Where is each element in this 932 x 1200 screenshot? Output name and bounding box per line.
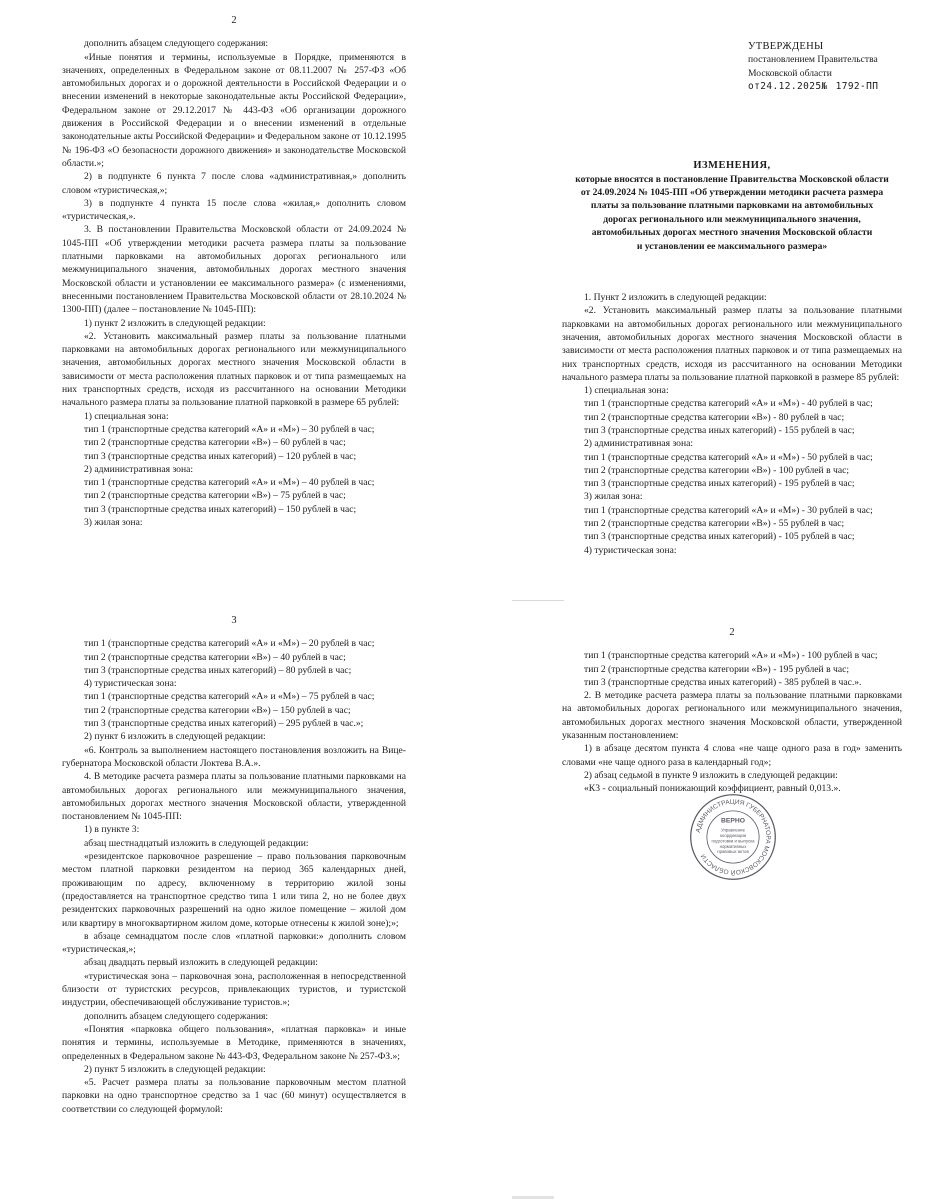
paragraph: 2) в подпункте 6 пункта 7 после слова «административная,» дополнить словом «туристическая,»; <box>62 171 406 196</box>
document-page-top-left <box>62 14 406 529</box>
tariff-line: тип 2 (транспортные средства категории «В») - 80 рублей в час; <box>584 411 845 423</box>
tariff-line: тип 3 (транспортные средства иных категорий) - 105 рублей в час; <box>584 531 855 543</box>
zone-heading: 4) туристическая зона: <box>84 678 177 690</box>
stamp-center-label: ВЕРНО <box>720 817 746 825</box>
stamp-center-line: нормативных <box>719 843 747 849</box>
tariff-line: тип 1 (транспортные средства категорий «А» и «М») – 40 рублей в час; <box>84 477 375 489</box>
tariff-line: тип 1 (транспортные средства категорий «А» и «М») – 30 рублей в час; <box>84 423 375 435</box>
approval-title: УТВЕРЖДЕНЫ <box>748 41 824 52</box>
tariff-line: тип 1 (транспортные средства категорий «А» и «М») - 40 рублей в час; <box>584 398 873 410</box>
approval-block <box>748 40 902 93</box>
approval-number: 1792-ПП <box>835 80 879 92</box>
paragraph: дополнить абзацем следующего содержания: <box>84 38 269 50</box>
tariff-line: тип 2 (транспортные средства категории «В») - 195 рублей в час; <box>584 663 850 675</box>
document-page-bottom-right <box>562 626 902 796</box>
zone-heading: 3) жилая зона: <box>584 491 643 503</box>
paragraph: «резидентское парковочное разрешение – право пользования парковочным местом платной парковки резидентом на период 365 календарных дней, проживающим по адресу, включенному в территорию жилой зоны (предоставляется на транспортное средство типа 1 или типа 2, но не более двух резидентских парковочных разрешений на одно жилое помещение – жилой дом или квартиру в многоквартирном жилом доме, которые отнесены к жилой зоне);»; <box>62 851 406 929</box>
stamp-center-line: подготовки и выпуска <box>711 838 755 844</box>
stamp-center-line: правовых актов <box>717 849 749 855</box>
tariff-line: тип 2 (транспортные средства категории «В») – 60 рублей в час; <box>84 437 346 449</box>
paragraph: «2. Установить максимальный размер платы за пользование платными парковками на автомобильных дорогах регионального или межмуниципального значения, автомобильных дорогах местного значения Московской области в зависимости от места расположения платных парковок и от типа размещаемых на них транспортных средств, исходя из рассчитанного на основании Методики начального размера платы за пользование платной парковкой в размере 85 рублей: <box>562 305 902 383</box>
zone-heading: 2) административная зона: <box>584 438 694 450</box>
paragraph: «туристическая зона – парковочная зона, расположенная в непосредственной близости от туристских ресурсов, привлекающих туристов, и туристской индустрии, обеспечивающей обслуживание туристов.»; <box>62 970 406 1009</box>
approval-date: 24.12.2025 <box>760 80 822 92</box>
tariff-line: тип 3 (транспортные средства иных категорий) – 120 рублей в час; <box>84 450 357 462</box>
paragraph: «Иные понятия и термины, используемые в Порядке, применяются в значениях, определенных в Федеральном законе от 08.11.2007 № 257-ФЗ «Об автомобильных дорогах и о дорожной деятельности в Российской Федерации и о внесении изменений в некоторые законодательные акты Российской Федерации», Федеральном законе от 29.12.2017 № 443-ФЗ «Об организации дорожного движения в Российской Федерации и о внесении изменений в отдельные законодательные акты Российской Федерации» и Федеральном законе от 10.12.1995 № 196-ФЗ «О безопасности дорожного движения» и законодательстве Московской области.»; <box>62 51 406 169</box>
page-number: 2 <box>231 15 237 26</box>
zone-heading: 1) специальная зона: <box>584 385 669 397</box>
tariff-line: тип 1 (транспортные средства категорий «А» и «М») - 30 рублей в час; <box>584 504 873 516</box>
paragraph: 2. В методике расчета размера платы за пользование платными парковками на автомобильных дорогах регионального или межмуниципального значения, автомобильных дорогах местного значения Московской области, утвержденной указанным постановлением: <box>562 690 902 742</box>
document-heading <box>562 159 902 253</box>
tariff-line: тип 2 (транспортные средства категории «В») - 100 рублей в час; <box>584 464 850 476</box>
paragraph: «Понятия «парковка общего пользования», «платная парковка» и иные понятия и термины, используемые в Методике, применяются в значениях, определенных в Федеральном законе № 443-ФЗ, Федеральном законе № 257-ФЗ.»; <box>62 1023 406 1062</box>
paragraph: в абзаце семнадцатом после слов «платной парковки:» дополнить словом «туристическая,»; <box>62 930 406 956</box>
heading-line: дорогах регионального или межмуниципального значения, <box>603 213 861 225</box>
stamp-center-line: координации <box>719 833 747 838</box>
heading-line: платы за пользование платными парковками на автомобильных <box>590 200 874 212</box>
approval-from: от <box>748 80 761 92</box>
paragraph: 1) в абзаце десятом пункта 4 слова «не чаще одного раза в год» заменить словами «не чаще одного раза в календарный год»; <box>562 743 902 768</box>
paragraph: 4. В методике расчета размера платы за пользование платными парковками на автомобильных дорогах регионального или межмуниципального значения, автомобильных дорогах местного значения Московской области, утвержденной постановлением № 1045-ПП: <box>62 771 406 823</box>
scan-divider <box>512 600 564 601</box>
page-number: 3 <box>231 615 237 626</box>
stamp-center-line: Управление <box>721 827 745 833</box>
paragraph: 1) в пункте 3: <box>84 824 140 836</box>
zone-heading: 4) туристическая зона: <box>584 544 677 556</box>
paragraph: 2) пункт 6 изложить в следующей редакции: <box>84 731 266 743</box>
heading-title: ИЗМЕНЕНИЯ, <box>693 160 771 172</box>
tariff-line: тип 3 (транспортные средства иных категорий) – 80 рублей в час; <box>84 664 352 676</box>
paragraph: 1. Пункт 2 изложить в следующей редакции: <box>584 292 767 304</box>
paragraph: 3) в подпункте 4 пункта 15 после слова «жилая,» дополнить словом «туристическая,». <box>62 197 406 223</box>
paragraph: «К3 - социальный понижающий коэффициент, равный 0,013.». <box>584 783 841 795</box>
tariff-line: тип 3 (транспортные средства иных категорий) – 295 рублей в час.»; <box>84 718 364 730</box>
paragraph: «2. Установить максимальный размер платы за пользование платными парковками на автомобильных дорогах регионального или межмуниципального значения, автомобильных дорогах местного значения Московской области в зависимости от места расположения платных парковок и от типа размещаемых на них транспортных средств, исходя из рассчитанного на основании Методики начального размера платы за пользование платной парковкой в размере 65 рублей: <box>62 330 406 409</box>
paragraph: 2) пункт 5 изложить в следующей редакции: <box>84 1063 266 1075</box>
approval-line: Московской области <box>748 67 832 79</box>
paragraph: 3. В постановлении Правительства Московской области от 24.09.2024 № 1045-ПП «Об утверждении методики расчета размера платы за пользование платными парковками на автомобильных дорогах регионального или межмуниципального значения, автомобильных дорогах местного значения Московской области и установлении ее максимального размера» (с изменениями, внесенными постановлением Правительства Московской области от 28.10.2024 № 1300-ПП) (далее – постановление № 1045-ПП): <box>62 224 406 316</box>
paragraph: «6. Контроль за выполнением настоящего постановления возложить на Вице-губернатора Московской области Локтева В.А.». <box>62 744 406 769</box>
paragraph: «5. Расчет размера платы за пользование парковочным местом платной парковки на одно транспортное средство за 1 час (60 минут) осуществляется в соответствии со следующей формулой: <box>62 1077 406 1115</box>
approval-no-sign: № <box>821 80 828 92</box>
heading-line: и установлении ее максимального размера» <box>636 240 828 252</box>
tariff-line: тип 2 (транспортные средства категории «В») – 150 рублей в час; <box>84 704 351 716</box>
approval-date-line <box>748 80 902 93</box>
page-number: 2 <box>729 627 735 638</box>
paragraph: 2) абзац седьмой в пункте 9 изложить в следующей редакции: <box>584 769 838 781</box>
tariff-line: тип 1 (транспортные средства категорий «А» и «М») - 100 рублей в час; <box>584 650 878 662</box>
tariff-line: тип 3 (транспортные средства иных категорий) – 150 рублей в час; <box>84 503 357 515</box>
heading-line: от 24.09.2024 № 1045-ПП «Об утверждении методики расчета размера <box>580 187 884 198</box>
paragraph: абзац двадцать первый изложить в следующей редакции: <box>84 957 318 969</box>
zone-heading: 2) административная зона: <box>84 463 194 475</box>
scan-edge-mark <box>512 1196 554 1199</box>
paragraph: 1) пункт 2 изложить в следующей редакции: <box>84 317 266 329</box>
tariff-line: тип 2 (транспортные средства категории «В») – 40 рублей в час; <box>84 651 346 663</box>
zone-heading: 1) специальная зона: <box>84 410 169 422</box>
zone-heading: 3) жилая зона: <box>84 516 143 528</box>
tariff-line: тип 3 (транспортные средства иных категорий) - 155 рублей в час; <box>584 425 855 436</box>
heading-line: автомобильных дорогах местного значения Московской области <box>591 227 873 239</box>
heading-line: которые вносятся в постановление Правительства Московской области <box>575 173 889 185</box>
tariff-line: тип 2 (транспортные средства категории «В») – 75 рублей в час; <box>84 490 346 502</box>
official-stamp <box>688 792 778 882</box>
tariff-line: тип 2 (транспортные средства категории «В») - 55 рублей в час; <box>584 518 845 530</box>
tariff-line: тип 3 (транспортные средства иных категорий) - 385 рублей в час.». <box>584 676 862 688</box>
stamp-ring-text: АДМИНИСТРАЦИЯ ГУБЕРНАТОРА МОСКОВСКОЙ ОБЛАСТИ <box>694 798 772 876</box>
paragraph: абзац шестнадцатый изложить в следующей редакции: <box>84 837 309 849</box>
approval-line: постановлением Правительства <box>748 54 878 66</box>
document-page-top-right <box>562 40 902 557</box>
tariff-line: тип 1 (транспортные средства категорий «А» и «М») – 75 рублей в час; <box>84 691 375 703</box>
document-page-bottom-left <box>62 614 406 1116</box>
tariff-line: тип 1 (транспортные средства категорий «А» и «М») – 20 рублей в час; <box>84 638 375 650</box>
tariff-line: тип 3 (транспортные средства иных категорий) - 195 рублей в час; <box>584 478 855 490</box>
tariff-line: тип 1 (транспортные средства категорий «А» и «М») - 50 рублей в час; <box>584 451 873 463</box>
paragraph: дополнить абзацем следующего содержания: <box>84 1010 269 1022</box>
